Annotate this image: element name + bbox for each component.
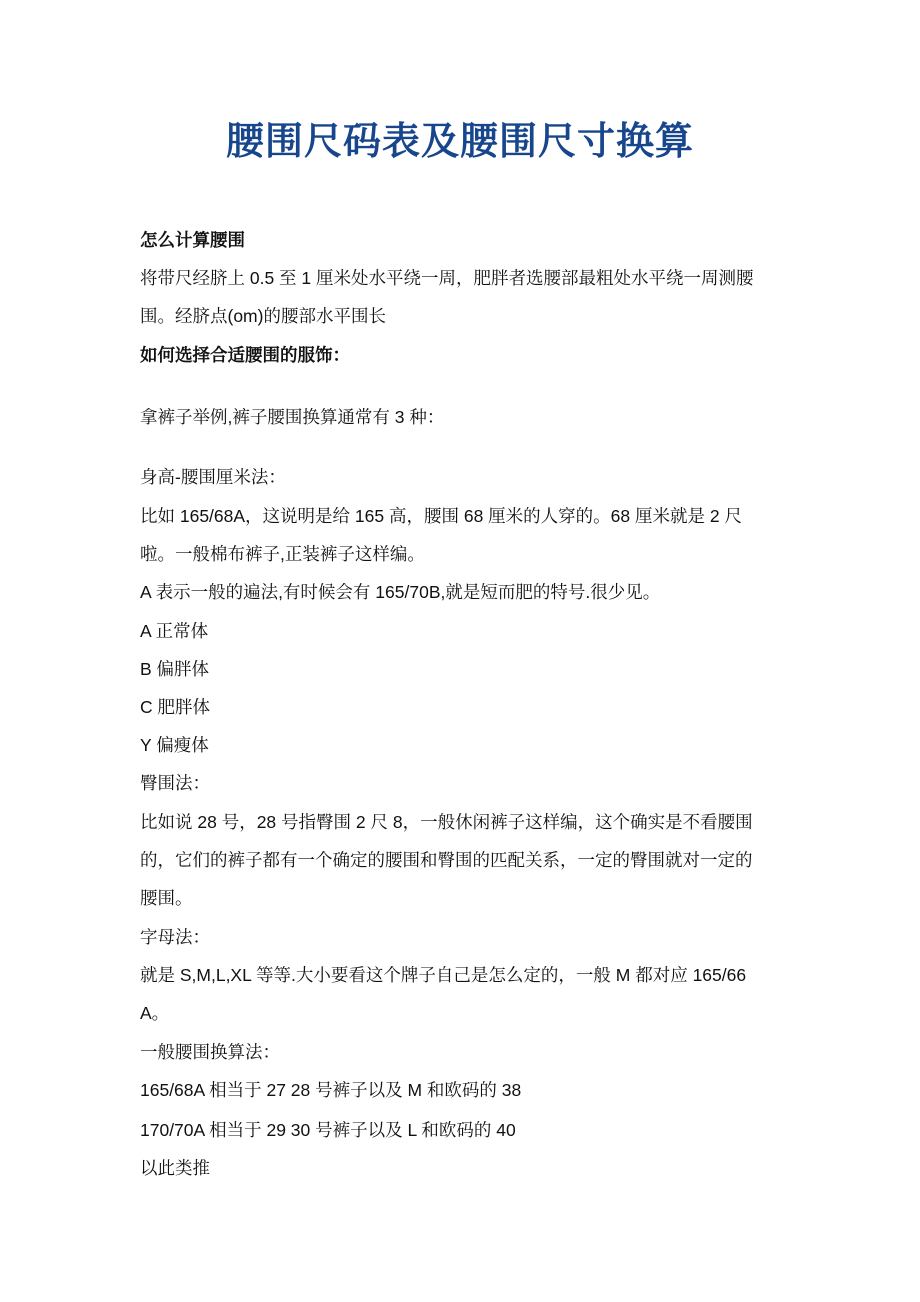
text-line: B 偏胖体 xyxy=(140,659,210,679)
text-line: 围。经脐点(om)的腰部水平围长 xyxy=(140,306,386,326)
text-line: Y 偏瘦体 xyxy=(140,735,209,755)
text-line: C 肥胖体 xyxy=(140,697,210,717)
text-line: 将带尺经脐上 0.5 至 1 厘米处水平绕一周，肥胖者选腰部最粗处水平绕一周测腰 xyxy=(140,268,754,288)
text-line: 臀围法： xyxy=(140,773,210,793)
text-line: 啦。一般棉布裤子,正装裤子这样编。 xyxy=(140,544,425,564)
text-line: 比如 165/68A，这说明是给 165 高，腰围 68 厘米的人穿的。68 厘米就是 2 尺 xyxy=(140,506,742,526)
text-line: 就是 S,M,L,XL 等等.大小要看这个牌子自己是怎么定的，一般 M 都对应 165/66 xyxy=(140,965,747,985)
text-line: 165/68A 相当于 27 28 号裤子以及 M 和欧码的 38 xyxy=(140,1080,522,1100)
text-line: 以此类推 xyxy=(140,1158,210,1178)
text-line: 腰围。 xyxy=(140,888,193,908)
text-line: 170/70A 相当于 29 30 号裤子以及 L 和欧码的 40 xyxy=(140,1120,516,1140)
document-title: 腰围尺码表及腰围尺寸换算 xyxy=(225,118,694,163)
text-line: 一般腰围换算法： xyxy=(140,1042,280,1062)
text-line: 比如说 28 号，28 号指臀围 2 尺 8，一般休闲裤子这样编，这个确实是不看腰围 xyxy=(140,812,753,832)
section-heading: 怎么计算腰围 xyxy=(140,230,245,250)
text-line: A 正常体 xyxy=(140,621,209,641)
text-line: 的，它们的裤子都有一个确定的腰围和臀围的匹配关系，一定的臀围就对一定的 xyxy=(140,850,753,870)
text-line: A。 xyxy=(140,1003,170,1023)
section-heading: 如何选择合适腰围的服饰： xyxy=(140,345,350,365)
text-line: 身高-腰围厘米法： xyxy=(140,467,286,487)
text-line: 拿裤子举例,裤子腰围换算通常有 3 种： xyxy=(140,407,445,427)
text-line: A 表示一般的遍法,有时候会有 165/70B,就是短而肥的特号.很少见。 xyxy=(140,582,661,602)
text-line: 字母法： xyxy=(140,927,210,947)
